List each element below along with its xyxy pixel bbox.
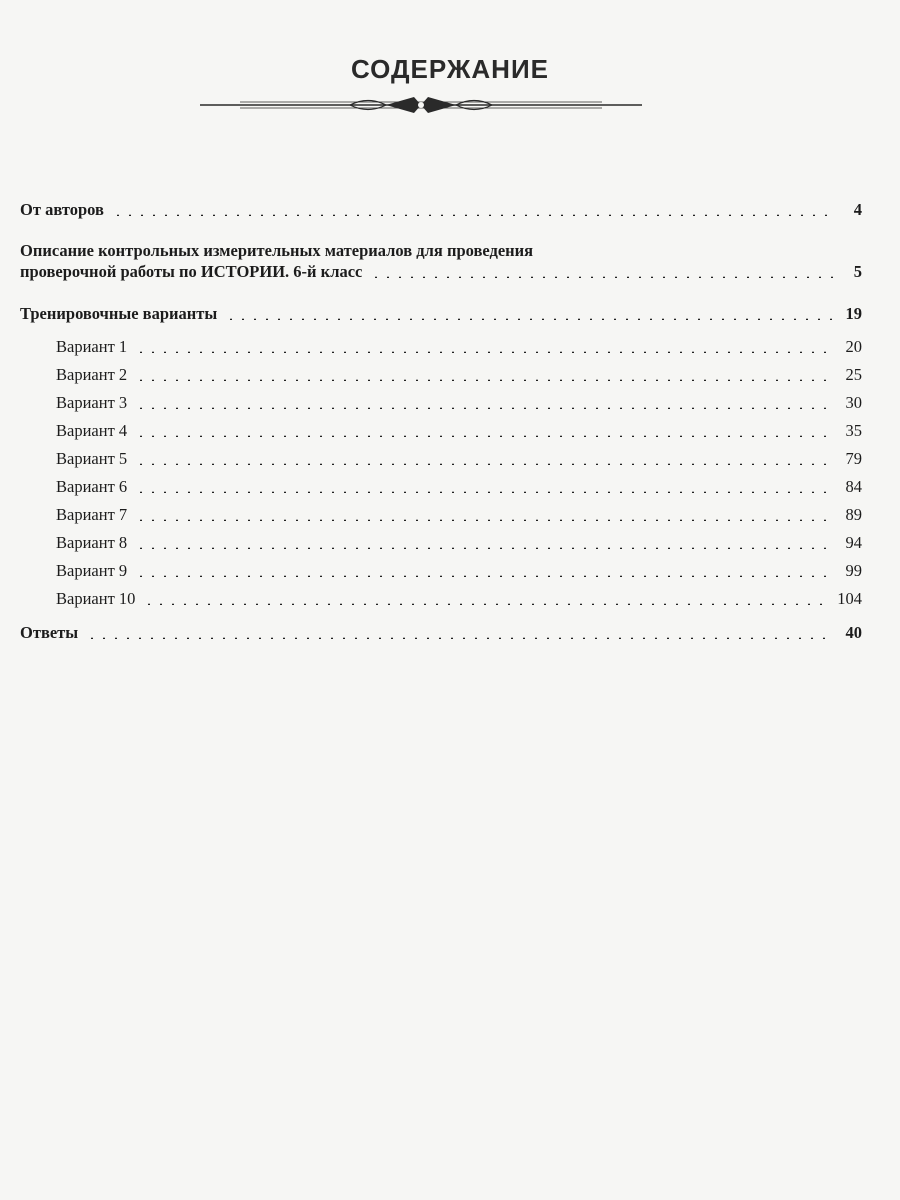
toc-entry-label: Вариант 5 [56,449,128,468]
dot-leader [135,463,834,465]
dot-leader [135,547,834,549]
dot-leader [143,603,829,605]
toc-entry-variant-1[interactable] [20,337,862,357]
dot-leader [225,318,834,320]
toc-entry-variant-4[interactable] [20,421,862,441]
toc-entry-label: Тренировочные варианты [20,304,218,323]
toc-entry-page: 104 [837,589,862,608]
toc-entry-page: 40 [845,623,862,642]
toc-entry-page: 99 [845,561,862,580]
toc-entry-label: Вариант 7 [56,505,128,524]
toc-entry-label-line1: Описание контрольных измерительных материалов для проведения [20,241,534,260]
toc-entry-label: Вариант 6 [56,477,128,496]
toc-entry-page: 19 [845,304,862,323]
toc-entry-label: Вариант 3 [56,393,128,412]
dot-leader [135,519,834,521]
dot-leader [135,435,834,437]
dot-leader [135,575,834,577]
title-ornament-divider [200,94,642,116]
toc-entry-variant-9[interactable] [20,561,862,581]
toc-entry-page: 94 [845,533,862,552]
toc-entry-page: 25 [845,365,862,384]
dot-leader [135,407,834,409]
dot-leader [135,491,834,493]
toc-entry-variant-10[interactable] [20,589,862,609]
toc-entry-from-authors[interactable] [20,200,862,220]
toc-entry-page: 30 [845,393,862,412]
dot-leader [370,276,834,278]
page-title: СОДЕРЖАНИЕ [351,54,549,84]
toc-entry-label: Вариант 8 [56,533,128,552]
toc-entry-page: 84 [845,477,862,496]
toc-entry-variant-5[interactable] [20,449,862,469]
toc-entry-line2 [20,262,862,282]
toc-entry-page: 20 [845,337,862,356]
toc-entry-variant-2[interactable] [20,365,862,385]
toc-entry-page: 4 [853,200,862,219]
toc-entry-kim-description[interactable] [20,240,862,282]
toc-entry-variant-6[interactable] [20,477,862,497]
toc-entry-label-line2: проверочной работы по ИСТОРИИ. 6-й класс [20,262,363,281]
toc-entry-label: Ответы [20,623,79,642]
toc-entry-training-variants[interactable] [20,304,862,324]
dot-leader [112,214,834,216]
toc-entry-variant-3[interactable] [20,393,862,413]
toc-entry-answers[interactable] [20,623,862,643]
toc-entry-label: Вариант 1 [56,337,128,356]
toc-entry-label: Вариант 9 [56,561,128,580]
toc-entry-page: 89 [845,505,862,524]
toc-entry-label: Вариант 4 [56,421,128,440]
toc-entry-label: Вариант 10 [56,589,136,608]
dot-leader [135,379,834,381]
toc-entry-variant-7[interactable] [20,505,862,525]
dot-leader [86,637,834,639]
toc-entry-variant-8[interactable] [20,533,862,553]
toc-entry-label: От авторов [20,200,104,219]
dot-leader [135,351,834,353]
toc-entry-page: 79 [845,449,862,468]
toc-entry-page: 5 [853,262,862,281]
toc-entry-page: 35 [845,421,862,440]
toc-entry-label: Вариант 2 [56,365,128,384]
